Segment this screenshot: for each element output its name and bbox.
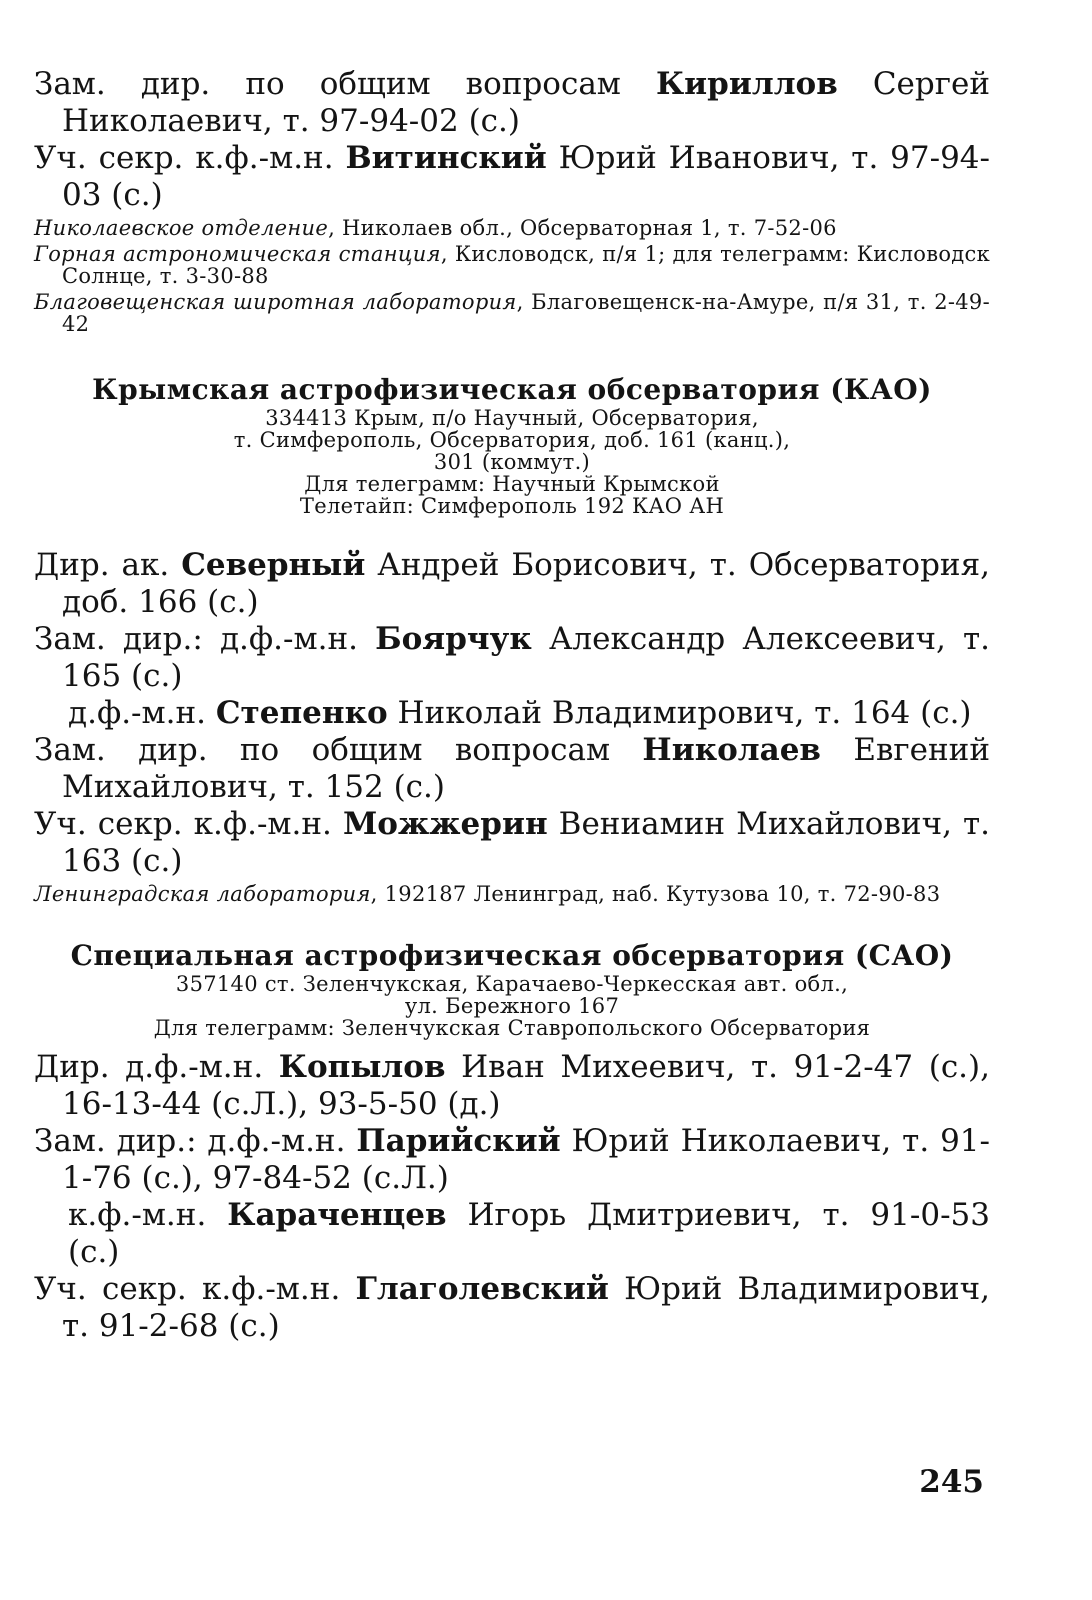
branch-name: Горная астрономическая станция <box>34 242 441 266</box>
org-title-kao: Крымская астрофизическая обсерватория (КАО) <box>92 373 932 406</box>
branch-name: Николаевское отделение <box>34 216 329 240</box>
org-address-line: т. Симферополь, Обсерватория, доб. 161 (канц.), <box>233 428 791 452</box>
person-surname: Кириллов <box>655 66 838 102</box>
person-details: Юрий Николаевич, т. 91-1-76 (с.), 97-84-52 (с.Л.) <box>62 1123 990 1196</box>
org-title-sao: Специальная астрофизическая обсерватория (САО) <box>70 939 954 972</box>
org-telegram-line: Для телеграмм: Зеленчукская Ставропольского Обсерватория <box>153 1016 871 1040</box>
person-surname: Степенко <box>215 695 388 731</box>
branch-entry <box>34 291 990 335</box>
position-text: к.ф.-м.н. <box>68 1197 228 1233</box>
person-surname: Караченцев <box>227 1197 447 1233</box>
org-address-line: ул. Бережного 167 <box>404 994 620 1018</box>
person-details: Юрий Владимирович, т. 91-2-68 (с.) <box>62 1271 990 1344</box>
person-surname: Копылов <box>278 1049 446 1085</box>
branch-address: , Николаев обл., Обсерваторная 1, т. 7-52-06 <box>328 216 837 240</box>
person-details: Сергей Николаевич, т. 97-94-02 (с.) <box>62 66 990 139</box>
staff-entry <box>34 732 990 806</box>
position-text: д.ф.-м.н. <box>68 695 216 731</box>
org-address-line: 357140 ст. Зеленчукская, Карачаево-Черкесская авт. обл., <box>175 972 849 996</box>
person-surname: Глаголевский <box>355 1271 609 1307</box>
person-surname: Парийский <box>356 1123 561 1159</box>
staff-entry <box>34 621 990 695</box>
staff-entry <box>34 1197 990 1271</box>
page-number: 245 <box>919 1464 984 1500</box>
person-details: Александр Алексеевич, т. 165 (с.) <box>62 621 990 694</box>
position-text: Дир. д.ф.-м.н. <box>34 1049 279 1085</box>
person-details: Николай Владимирович, т. 164 (с.) <box>387 695 972 731</box>
person-details: Евгений Михайлович, т. 152 (с.) <box>62 732 990 805</box>
staff-entry <box>34 66 990 140</box>
person-details: Игорь Дмитриевич, т. 91-0-53 (с.) <box>68 1197 990 1270</box>
branch-address: , Благовещенск-на-Амуре, п/я 31, т. 2-49-42 <box>62 290 990 336</box>
person-details: Юрий Иванович, т. 97-94-03 (с.) <box>62 140 990 213</box>
branch-name: Ленинградская лаборатория <box>34 882 371 906</box>
position-text: Уч. секр. к.ф.-м.н. <box>34 1271 356 1307</box>
branch-entry <box>34 883 990 905</box>
position-text: Зам. дир. по общим вопросам <box>34 66 656 102</box>
staff-entry <box>34 547 990 621</box>
staff-entry <box>34 806 990 880</box>
person-surname: Можжерин <box>342 806 548 842</box>
position-text: Уч. секр. к.ф.-м.н. <box>34 806 343 842</box>
person-surname: Витинский <box>345 140 547 176</box>
position-text: Зам. дир. по общим вопросам <box>34 732 643 768</box>
person-details: Вениамин Михайлович, т. 163 (с.) <box>62 806 990 879</box>
org-telegram-line: Для телеграмм: Научный Крымской <box>304 472 720 496</box>
position-text: Уч. секр. к.ф.-м.н. <box>34 140 346 176</box>
position-text: Зам. дир.: д.ф.-м.н. <box>34 1123 357 1159</box>
person-surname: Боярчук <box>375 621 532 657</box>
person-surname: Северный <box>181 547 366 583</box>
branch-entry <box>34 243 990 287</box>
document-page <box>34 66 990 1345</box>
position-text: Дир. ак. <box>34 547 182 583</box>
person-surname: Николаев <box>642 732 821 768</box>
org-teletype-line: Телетайп: Симферополь 192 КАО АН <box>299 494 725 518</box>
branch-name: Благовещенская широтная лаборатория <box>34 290 517 314</box>
staff-entry <box>34 140 990 214</box>
branch-address: , 192187 Ленинград, наб. Кутузова 10, т. 72-90-83 <box>370 882 941 906</box>
staff-entry <box>34 1123 990 1197</box>
branch-address: , Кисловодск, п/я 1; для телеграмм: Кисловодск Солнце, т. 3-30-88 <box>62 242 990 288</box>
staff-entry <box>34 1271 990 1345</box>
org-address-line: 301 (коммут.) <box>433 450 591 474</box>
person-details: Иван Михеевич, т. 91-2-47 (с.), 16-13-44 (с.Л.), 93-5-50 (д.) <box>62 1049 990 1122</box>
staff-entry <box>34 695 990 732</box>
person-details: Андрей Борисович, т. Обсерватория, доб. 166 (с.) <box>62 547 991 620</box>
staff-entry <box>34 1049 990 1123</box>
position-text: Зам. дир.: д.ф.-м.н. <box>34 621 376 657</box>
org-address-line: 334413 Крым, п/о Научный, Обсерватория, <box>265 406 759 430</box>
branch-entry <box>34 217 990 239</box>
